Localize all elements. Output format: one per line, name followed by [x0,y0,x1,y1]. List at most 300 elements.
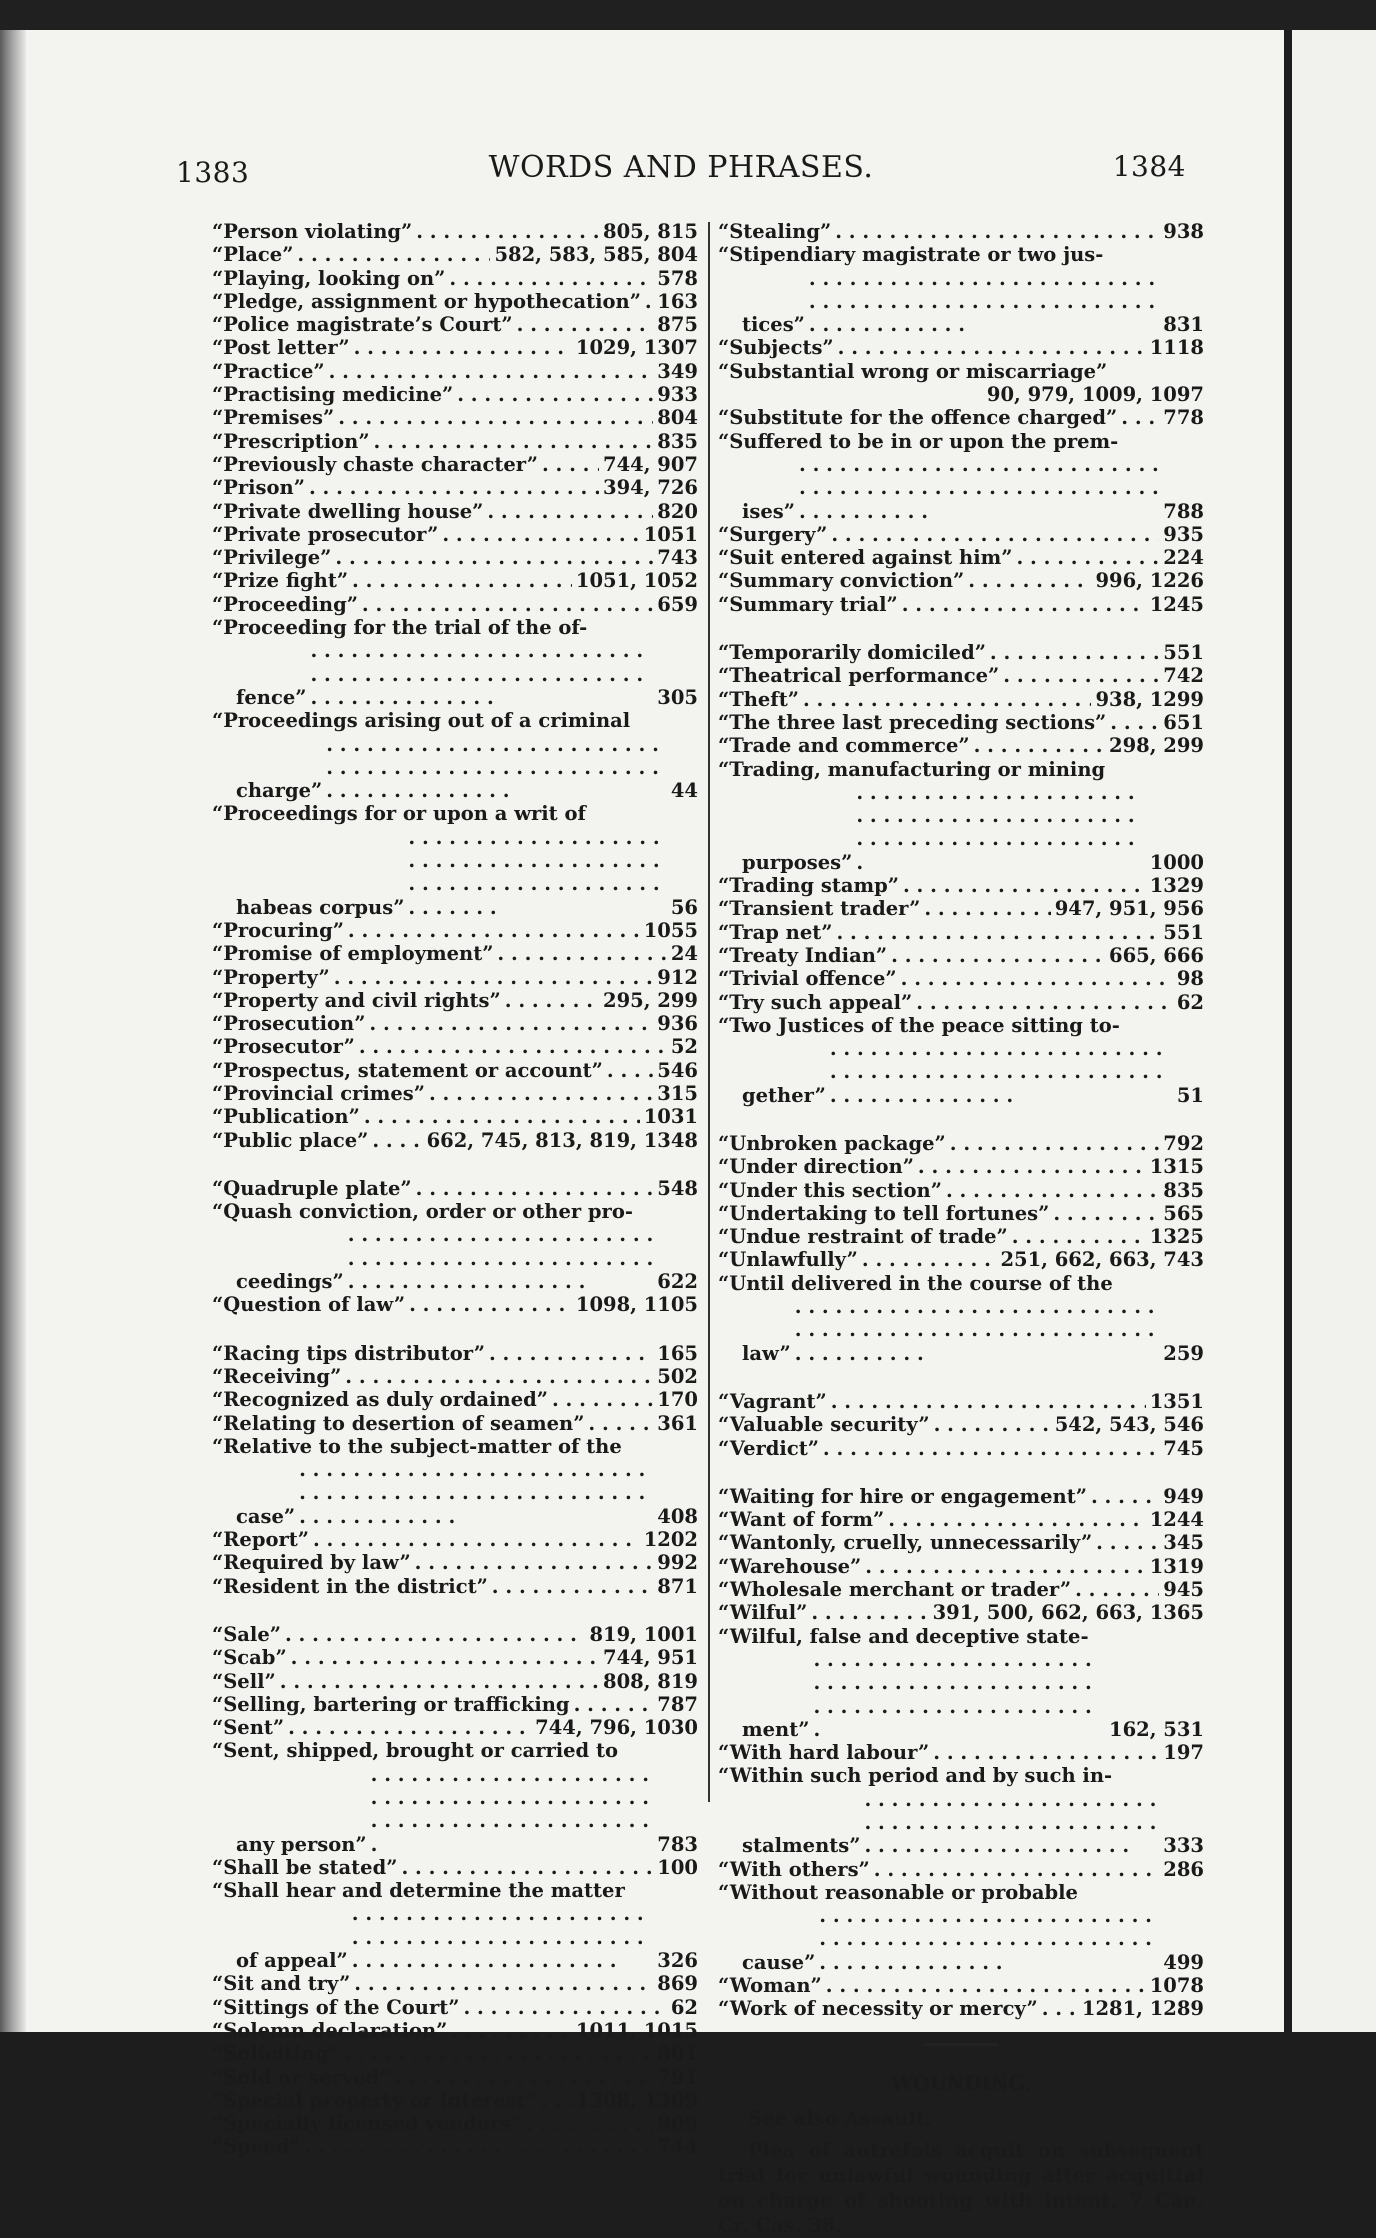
page-references: 804 [657,406,698,430]
leader-dots [916,991,1173,1014]
page-references: 62 [670,1995,698,2019]
index-entry [212,1575,698,1598]
leader-dots [974,734,1105,757]
leader-dots [809,267,1159,337]
leader-dots [352,1902,654,1972]
page-references: 869 [657,1972,698,1996]
index-entry [212,1012,698,1035]
leader-dots [369,1012,653,1035]
index-entry [212,2042,698,2065]
entry-term: “Stealing” [718,220,832,243]
leader-dots [326,733,667,803]
entry-term: “Valuable security” [718,1413,930,1437]
index-entry [718,1555,1204,1578]
index-entry [212,523,698,546]
page-references: 805, 815 [603,220,698,243]
entry-term: “Wantonly, cruelly, unnecessarily” [718,1531,1093,1555]
entry-term-continued: purposes” [742,850,853,874]
page-header [176,150,1186,194]
page-references: 1051 [643,522,698,546]
page-references: 742 [1163,664,1204,688]
page-references: 24 [670,942,698,966]
entry-term: “Prosecutor” [212,1035,355,1059]
page-references: 349 [657,359,698,383]
entry-term: “Work of necessity or mercy” [718,1997,1038,2021]
index-entry [212,1435,698,1528]
leader-dots [280,1670,599,1693]
page-references: 98 [1176,967,1204,991]
index-entry [718,897,1204,920]
index-entry [212,1177,698,1200]
index-entry [718,1202,1204,1225]
page-references: 551 [1163,920,1204,944]
entry-term: “Speed” [212,2135,301,2159]
leader-dots [831,1390,1146,1413]
entry-term: “Undue restraint of trade” [718,1225,1008,1249]
leader-dots [329,360,654,383]
leader-dots [497,942,666,965]
page-references: 744, 796, 1030 [535,1716,698,1740]
entry-term: “Selling, bartering or trafficking [212,1692,570,1716]
page-references: 551 [1163,641,1204,665]
index-entry [212,290,698,313]
entry-term: “Surgery” [718,522,828,546]
leader-dots [451,2019,571,2042]
entry-term: “Trade and commerce” [718,734,970,758]
leader-dots [352,569,572,592]
leader-dots [826,1974,1146,1997]
index-entry [212,453,698,476]
entry-term: “Relating to desertion of seamen” [212,1411,585,1435]
leader-dots [415,1551,654,1574]
leader-dots [795,1295,1160,1365]
page-references: 938, 1299 [1095,687,1204,711]
page-references: 165 [657,1341,698,1365]
leader-dots [968,569,1091,592]
leader-dots [934,1413,1051,1436]
wounding-note: Plea of autrefois acquit on subsequent trial for unlawful wounding after acquittal on charge of shooting with intent. 7 Can. Cr. Cas. 38. [718,2139,1204,2238]
index-entry [718,1741,1204,1764]
entry-term-continued: any person” [236,1832,367,1856]
entry-term: “Racing tips distributor” [212,1341,485,1365]
entry-term: “Prospectus, statement or account” [212,1058,603,1082]
page-references: 163 [657,289,698,313]
index-entry [718,967,1204,990]
leader-dots [552,1388,653,1411]
page-references: 295, 299 [603,988,698,1012]
leader-dots [856,781,1145,874]
index-entry [212,2089,698,2112]
index-entry [212,406,698,429]
index-entry [718,546,1204,569]
entry-term: “Shall hear and determine the matter [212,1879,625,1903]
page-references: 1244 [1149,1508,1204,1532]
entry-term-continued: fence” [236,685,307,709]
index-entry [718,336,1204,359]
entry-term: “Until delivered in the course of the [718,1271,1113,1295]
entry-term: “Quash conviction, order or other pro- [212,1200,633,1224]
entry-term: “Unlawfully” [718,1248,858,1272]
page-number-right: 1384 [1112,150,1186,183]
entry-term: “Receiving” [212,1364,342,1388]
page-references: 745 [1163,1436,1204,1460]
page-references: 224 [1163,546,1204,570]
entry-term-continued: stalments” [742,1834,861,1858]
leader-dots [285,1623,585,1646]
index-entry [212,1129,698,1152]
entry-term: “Publication” [212,1105,360,1129]
page-references: 1029, 1307 [575,336,698,360]
index-entry [212,1879,698,1972]
entry-term: “Under this section” [718,1178,942,1202]
page-references: 286 [1163,1857,1204,1881]
page-references: 565 [1163,1201,1204,1225]
index-entry [212,383,698,406]
leader-dots [371,1763,654,1856]
index-entry [718,1390,1204,1413]
index-entry [718,569,1204,592]
index-entry [212,1646,698,1669]
index-entry [212,267,698,290]
index-entry [212,476,698,499]
index-entry [718,641,1204,664]
page-references: 56 [670,895,698,919]
leader-dots [334,966,654,989]
leader-dots [309,476,599,499]
index-entry [212,1412,698,1435]
leader-dots [1091,1485,1159,1508]
index-entry [212,1082,698,1105]
entry-gap [212,1598,698,1623]
index-entry [212,802,698,918]
index-entry [718,758,1204,874]
page-references: 992 [657,1551,698,1575]
entry-term: “Report” [212,1528,309,1552]
index-entry [212,360,698,383]
entry-term: “Proceeding for the trial of the of- [212,616,588,640]
entry-term: “Private dwelling house” [212,499,484,523]
index-entry [212,989,698,1012]
page-references: 100 [657,1855,698,1879]
section-rule [924,2043,998,2046]
page-references: 1051, 1052 [575,569,698,593]
page-references: 835 [1163,1178,1204,1202]
leader-dots [362,593,653,616]
page-references: 1319 [1149,1554,1204,1578]
entry-term-continued: of appeal” [236,1949,348,1973]
index-entry [718,1625,1204,1741]
leader-dots [813,1648,1105,1741]
index-entry [718,406,1204,429]
index-entry [212,1200,698,1293]
page-references: 665, 666 [1109,943,1204,967]
page-references: 578 [657,266,698,290]
entry-term: “Police magistrate’s Court” [212,313,513,337]
entry-term: “Trading, manufacturing or mining [718,757,1106,781]
entry-term: “Wholesale merchant or trader” [718,1578,1072,1602]
leader-dots [374,430,654,453]
page-references: 44 [670,779,698,803]
leader-dots [345,1365,653,1388]
leader-dots [1075,1578,1159,1601]
leader-dots [354,1972,653,1995]
leader-dots [457,383,653,406]
entry-term: “Without reasonable or probable [718,1880,1078,1904]
index-entry [212,2112,698,2135]
page-references: 1031 [643,1105,698,1129]
right-index-column [718,220,1204,2238]
leader-dots [541,2089,572,2112]
entry-term: “Wilful, false and deceptive state- [718,1624,1089,1648]
page-references: 945 [1163,1578,1204,1602]
entry-term: “Within such period and by such in- [718,1764,1113,1788]
leader-dots [429,1082,653,1105]
entry-term: “Substantial wrong or miscarriage” [718,359,1108,383]
page-references: 801 [657,2042,698,2066]
index-entry [212,1365,698,1388]
entry-term: “Try such appeal” [718,990,913,1014]
entry-term: “Trivial offence” [718,967,897,991]
index-entry [718,1858,1204,1881]
leader-dots [288,1716,531,1739]
leader-dots [874,1858,1160,1881]
index-entry [212,1342,698,1365]
leader-dots [990,641,1159,664]
entry-term: “Summary trial” [718,592,898,616]
see-also-reference: See also Assault. [748,2106,932,2130]
page-references: 499 [1163,1950,1204,1974]
leader-dots [299,1458,653,1528]
index-entry [212,709,698,802]
page-references: 251, 662, 663, 743 [1000,1248,1204,1272]
index-entry [212,1739,698,1855]
index-entry [718,991,1204,1014]
leader-dots [864,1788,1159,1858]
leader-dots [401,1856,653,1879]
entry-term: “Practising medicine” [212,383,454,407]
leader-dots [408,826,666,919]
entry-term: “Public place” [212,1128,369,1152]
index-entry [718,243,1204,336]
page-references: 90, 979, 1009, 1097 [986,383,1204,407]
index-entry [718,664,1204,687]
facing-page-edge [1292,30,1376,2032]
page-references: 996, 1226 [1095,569,1204,593]
page-references: 831 [1163,313,1204,337]
page-references: 298, 299 [1109,734,1204,758]
section-heading: WOUNDING. [890,2071,1032,2095]
page-references: 1315 [1149,1155,1204,1179]
page-references: 546 [657,1058,698,1082]
entry-gap [718,616,1204,641]
index-entry [212,243,698,266]
leader-dots [1003,664,1159,687]
page-references: 622 [657,1270,698,1294]
index-entry [718,1578,1204,1601]
index-entry [718,1508,1204,1531]
leader-dots [463,1996,666,2019]
index-entry [718,1974,1204,1997]
page-references: 651 [1163,710,1204,734]
page-references: 326 [657,1949,698,1973]
index-entry [212,1996,698,2019]
page-references: 548 [657,1176,698,1200]
entry-term: “Sell” [212,1669,276,1693]
index-entry [212,966,698,989]
leader-dots [588,1412,653,1435]
leader-dots [517,313,654,336]
leader-dots [487,500,653,523]
index-entry [212,942,698,965]
entry-term-continued: law” [742,1341,791,1365]
page-references: 791 [657,2065,698,2089]
leader-dots [946,1179,1159,1202]
index-entry [212,1293,698,1316]
index-entry [212,1693,698,1716]
leader-dots [394,2066,653,2089]
entry-term: “Previously chaste character” [212,452,538,476]
entry-term: “Waiting for hire or engagement” [718,1484,1087,1508]
leader-dots [811,1601,928,1624]
index-entry [212,616,698,709]
entry-gap [212,1152,698,1177]
leader-dots [359,1035,667,1058]
entry-term: “Suit entered against him” [718,546,1013,570]
leader-dots [1121,406,1159,429]
entry-term-continued: ment” [742,1717,810,1741]
index-entry [718,734,1204,757]
entry-term: “Want of form” [718,1508,885,1532]
page-references: 197 [1163,1741,1204,1765]
page-references: 542, 543, 546 [1054,1413,1204,1437]
leader-dots [297,243,490,266]
entry-term: “Prison” [212,476,305,500]
entry-term: “Property” [212,965,330,989]
entry-term: “Resident in the district” [212,1574,488,1598]
entry-term: “Pledge, assignment or hypothecation” [212,289,641,313]
page-references: 819, 1001 [589,1622,698,1646]
entry-term: “Vagrant” [718,1389,827,1413]
entry-term: “Unbroken package” [718,1131,946,1155]
page-references: 808, 819 [603,1669,698,1693]
leader-dots [901,967,1173,990]
entry-term: “Private prosecutor” [212,522,439,546]
leader-dots [831,523,1159,546]
entry-term: “Proceedings arising out of a criminal [212,709,631,733]
page-references: 788 [1163,499,1204,523]
page-references: 408 [657,1504,698,1528]
entry-term: “Place” [212,243,294,267]
index-entry [212,1972,698,1995]
entry-term: “Proceeding” [212,592,358,616]
page-references: 1281, 1289 [1081,1997,1204,2021]
page-references: 333 [1163,1834,1204,1858]
entry-term: “Practice” [212,359,325,383]
scan-top-border [0,0,1376,30]
entry-gap [212,1317,698,1342]
page-references: 744, 907 [603,452,698,476]
page-references: 1325 [1149,1225,1204,1249]
page-references: 1055 [643,918,698,942]
entry-term: “Provincial crimes” [212,1081,425,1105]
entry-term: “Subjects” [718,336,834,360]
page-references: 62 [1176,990,1204,1014]
index-entry [718,1531,1204,1554]
entry-term-continued: ises” [742,499,795,523]
entry-term: “Theatrical performance” [718,664,1000,688]
page-references: 51 [1176,1083,1204,1107]
entry-term: “Suffered to be in or upon the prem- [718,429,1119,453]
entry-term: “Specially licensed vendors” [212,2112,523,2136]
leader-dots [918,1155,1146,1178]
index-entry [718,1155,1204,1178]
index-entry [212,1716,698,1739]
index-entry [212,2066,698,2089]
page-references: 1202 [643,1528,698,1552]
leader-dots [416,220,599,243]
entry-term: “Solemn declaration” [212,2018,448,2042]
entry-term: “Proceedings for or upon a writ of [212,802,586,826]
right-index-entries [718,220,1204,2021]
entry-term: “Question of law” [212,1293,406,1317]
leader-dots [291,1646,599,1669]
entry-term: “Transient trader” [718,897,921,921]
page-references: 1011, 1015 [575,2018,698,2042]
entry-term: “Prosecution” [212,1012,366,1036]
entry-term: “Sittings of the Court” [212,1995,460,2019]
index-entry [718,944,1204,967]
leader-dots [862,1248,997,1271]
index-entry [212,1670,698,1693]
leader-dots [830,1037,1173,1107]
page-references: 345 [1163,1531,1204,1555]
page-references: 744 [657,2135,698,2159]
page-references: 778 [1163,406,1204,430]
leader-dots [348,1223,654,1293]
page-references: 305 [657,685,698,709]
leader-dots [1096,1531,1159,1554]
index-entry [718,1225,1204,1248]
leader-dots [1016,546,1159,569]
page-references: 315 [657,1081,698,1105]
page-references: 871 [657,1574,698,1598]
index-entry [212,569,698,592]
page-references: 820 [657,499,698,523]
entry-term: “Promise of employment” [212,942,494,966]
page-references: 394, 726 [603,476,698,500]
page-references: 1351 [1149,1389,1204,1413]
page-references: 1329 [1149,874,1204,898]
page-references: 787 [657,1692,698,1716]
leader-dots [505,989,599,1012]
index-entry [212,1528,698,1551]
page-references: 662, 745, 813, 819, 1348 [426,1128,698,1152]
index-entry [718,523,1204,546]
page-references: 259 [1163,1341,1204,1365]
index-entry [718,1601,1204,1624]
leader-dots [902,593,1146,616]
index-entry [718,1764,1204,1857]
index-entry [718,921,1204,944]
entry-term: “Person violating” [212,220,413,243]
entry-term: “Trap net” [718,920,833,944]
entry-term-continued: gether” [742,1083,826,1107]
leader-dots [1110,711,1159,734]
leader-dots [891,944,1105,967]
entry-term: “Treaty Indian” [718,943,888,967]
index-entry [212,1551,698,1574]
index-entry [212,336,698,359]
